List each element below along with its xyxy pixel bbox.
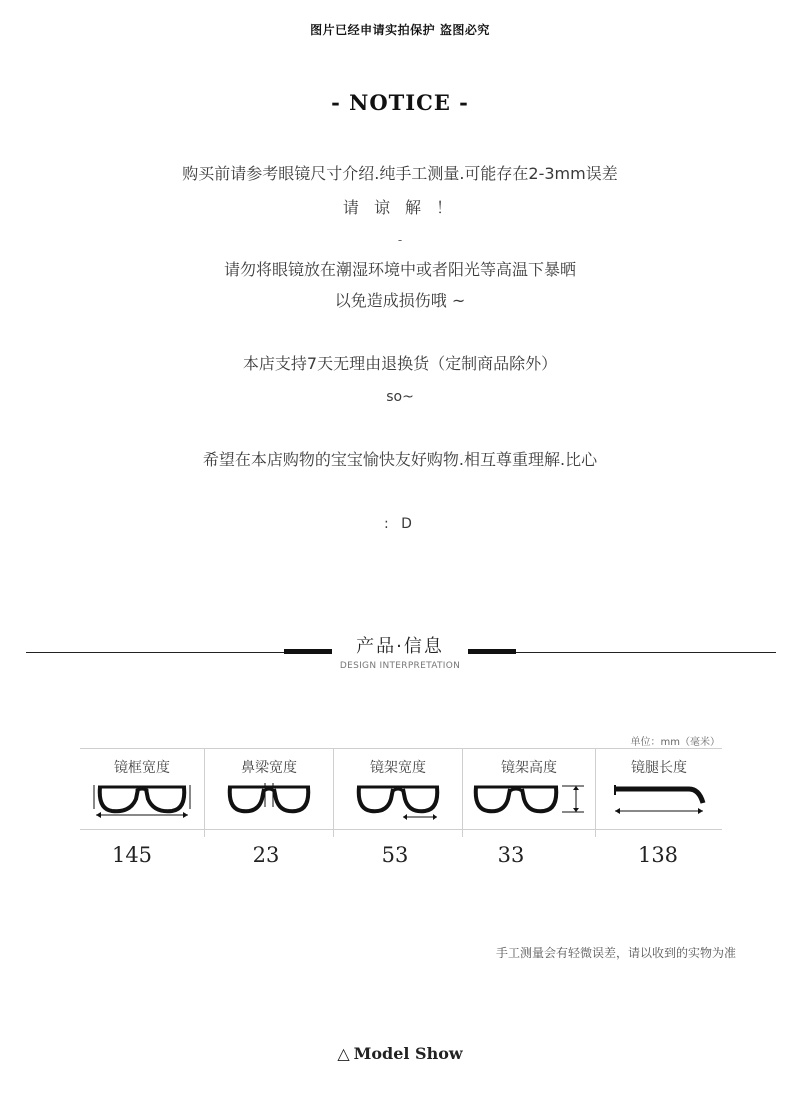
value-bridge-width: 23: [252, 843, 280, 867]
section-subtitle: DESIGN INTERPRETATION: [339, 661, 461, 671]
model-show-label: Model Show: [353, 1044, 463, 1063]
measurement-footnote: 手工测量会有轻微误差，请以收到的实物为准: [495, 946, 736, 960]
divider-bar-right: [468, 649, 516, 654]
value-lens-width: 53: [381, 843, 409, 867]
notice-title: - NOTICE -: [331, 90, 469, 115]
notice-line-understand: 请 谅 解 ！: [342, 198, 458, 217]
lens-height-icon: [470, 779, 588, 819]
measure-label: 镜架宽度: [370, 760, 426, 776]
temple-length-icon: [609, 779, 709, 819]
lens-width-icon: [353, 779, 443, 821]
measure-cell-bridge-width: [205, 749, 333, 829]
notice-line-so: so~: [386, 389, 414, 405]
measure-label: 镜腿长度: [631, 760, 687, 776]
model-show-heading: [0, 1044, 800, 1063]
value-temple-length: 138: [637, 843, 679, 867]
notice-line-wish: 希望在本店购物的宝宝愉快友好购物.相互尊重理解.比心: [202, 450, 598, 469]
measure-cell-temple-length: [596, 749, 722, 829]
unit-note: 单位：mm（毫米）: [630, 737, 720, 748]
value-frame-width: 145: [111, 843, 153, 867]
section-title: 产品·信息: [356, 636, 444, 657]
measure-cell-frame-width: [80, 749, 204, 829]
notice-line-damage: 以免造成损伤哦 ~: [334, 291, 466, 310]
measure-label: 镜框宽度: [114, 760, 170, 776]
notice-line-return-policy: 本店支持7天无理由退换货（定制商品除外）: [242, 354, 558, 373]
notice-line-measurement: 购买前请参考眼镜尺寸介绍.纯手工测量.可能存在2-3mm误差: [182, 164, 618, 183]
notice-line-smiley: : D: [384, 516, 416, 532]
notice-line-separator: -: [397, 233, 403, 247]
value-lens-height: 33: [497, 843, 525, 867]
measure-cell-lens-width: [334, 749, 462, 829]
triangle-outline-icon: △: [337, 1044, 350, 1063]
divider-line-right: [516, 652, 776, 653]
notice-line-storage: 请勿将眼镜放在潮湿环境中或者阳光等高温下暴晒: [223, 260, 576, 279]
frame-width-icon: [90, 779, 194, 819]
measurement-table: [80, 748, 722, 830]
measure-label: 镜架高度: [501, 760, 557, 776]
bridge-width-icon: [224, 779, 314, 819]
watermark-text: 图片已经申请实拍保护 盗图必究: [310, 23, 490, 37]
measure-cell-lens-height: [463, 749, 595, 829]
measure-label: 鼻梁宽度: [241, 760, 297, 776]
